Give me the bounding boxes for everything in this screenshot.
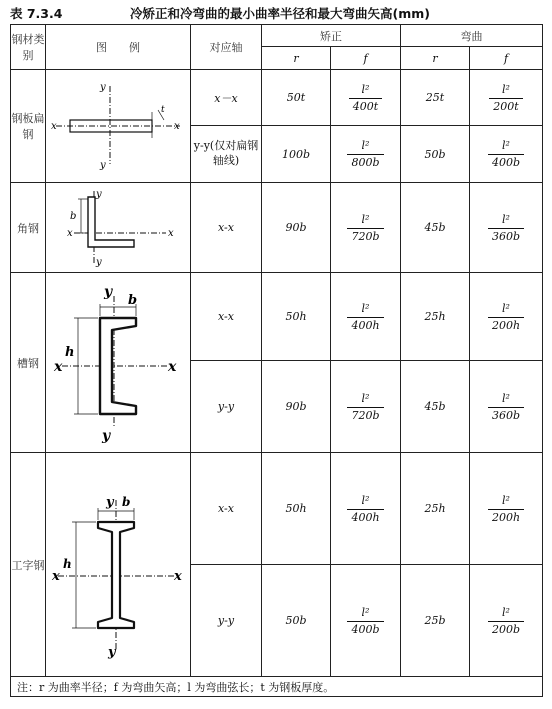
fraction-numerator: l²: [502, 139, 510, 153]
angle-f-bending-1: [470, 183, 543, 273]
channel-axis-1: x-x: [191, 273, 262, 361]
fraction-numerator: l²: [361, 605, 370, 619]
header-axis: 对应轴: [191, 25, 262, 70]
channel-r-bending-2: 45b: [401, 361, 470, 453]
header-f-straighten: f: [331, 47, 401, 70]
plate-f-straighten-1: [331, 70, 401, 126]
angle-x-left-label: x: [67, 227, 73, 239]
ibeam-x-left-label: x: [52, 568, 60, 584]
angle-b-label: b: [70, 210, 77, 222]
channel-b-label: b: [128, 292, 138, 308]
angle-section-figure: [48, 185, 188, 271]
channel-r-straighten-2: 90b: [262, 361, 331, 453]
header-f-bending: f: [470, 47, 543, 70]
fraction-denominator: 400h: [347, 317, 383, 332]
plate-t-label: t: [161, 105, 165, 115]
fraction-numerator: l²: [361, 139, 370, 153]
plate-x-left-label: x: [51, 121, 57, 132]
channel-f-bending-2: [470, 361, 543, 453]
ibeam-r-bending-2: 25b: [401, 565, 470, 677]
ibeam-b-label: b: [122, 494, 131, 509]
channel-y-top-label: y: [104, 283, 113, 300]
fraction-numerator: l²: [361, 301, 370, 315]
table-caption: [10, 3, 540, 21]
channel-h-label: h: [65, 344, 75, 360]
fraction-numerator: l²: [502, 82, 510, 96]
fraction-numerator: l²: [502, 391, 510, 405]
fraction-denominator: 400b: [347, 621, 383, 636]
angle-axis-1: x-x: [191, 183, 262, 273]
category-ibeam: 工字钢: [11, 453, 46, 677]
fraction-numerator: l²: [361, 82, 370, 96]
table-note: 注：r 为曲率半径；f 为弯曲矢高；l 为弯曲弦长；t 为钢板厚度。: [11, 677, 543, 697]
plate-y-top-label: y: [100, 82, 106, 93]
angle-f-straighten-1: [331, 183, 401, 273]
fraction-denominator: 400b: [488, 154, 524, 169]
figure-plate: [46, 70, 191, 183]
header-category: 钢材类别: [11, 25, 46, 70]
fraction-numerator: l²: [502, 301, 510, 315]
table-number: 表 7.3.4: [10, 6, 63, 21]
channel-x-left-label: x: [54, 358, 63, 375]
fraction-denominator: 720b: [347, 407, 383, 422]
figure-ibeam: [46, 453, 191, 677]
fraction-denominator: 200b: [488, 621, 524, 636]
fraction-denominator: 800b: [347, 154, 383, 169]
plate-r-straighten-2: 100b: [262, 126, 331, 183]
channel-axis-2: y-y: [191, 361, 262, 453]
plate-f-bending-1: [470, 70, 543, 126]
channel-f-straighten-1: [331, 273, 401, 361]
channel-r-straighten-1: 50h: [262, 273, 331, 361]
fraction-denominator: 360b: [488, 407, 524, 422]
plate-r-bending-1: 25t: [401, 70, 470, 126]
angle-x-right-label: x: [168, 227, 174, 239]
fraction-numerator: l²: [361, 391, 370, 405]
plate-f-straighten-2: [331, 126, 401, 183]
plate-axis-2: y-y(仅对扁钢轴线): [191, 126, 262, 183]
ibeam-f-bending-1: [470, 453, 543, 565]
angle-y-top-label: y: [96, 188, 102, 200]
plate-y-bottom-label: y: [100, 160, 106, 171]
plate-section-figure: [48, 76, 188, 176]
plate-r-bending-2: 50b: [401, 126, 470, 183]
ibeam-r-bending-1: 25h: [401, 453, 470, 565]
header-r-straighten: r: [262, 47, 331, 70]
fraction-numerator: l²: [502, 212, 510, 226]
fraction-denominator: 200t: [489, 98, 522, 113]
angle-y-bottom-label: y: [96, 256, 102, 268]
ibeam-x-right-label: x: [174, 568, 182, 584]
ibeam-h-label: h: [63, 556, 72, 571]
ibeam-y-top-label: y: [106, 494, 114, 510]
header-bending: 弯曲: [401, 25, 543, 47]
ibeam-y-bottom-label: y: [108, 644, 116, 660]
fraction-denominator: 360b: [488, 228, 524, 243]
angle-r-straighten-1: 90b: [262, 183, 331, 273]
ibeam-r-straighten-2: 50b: [262, 565, 331, 677]
header-figure: 图 例: [46, 25, 191, 70]
plate-x-right-label: x: [174, 121, 180, 132]
category-channel: 槽钢: [11, 273, 46, 453]
fraction-denominator: 400t: [349, 98, 382, 113]
fraction-numerator: l²: [361, 212, 370, 226]
fraction-denominator: 200h: [488, 317, 524, 332]
ibeam-f-straighten-1: [331, 453, 401, 565]
plate-f-bending-2: [470, 126, 543, 183]
ibeam-axis-2: y-y: [191, 565, 262, 677]
channel-f-straighten-2: [331, 361, 401, 453]
channel-y-bottom-label: y: [102, 427, 111, 444]
angle-r-bending-1: 45b: [401, 183, 470, 273]
category-plate: 钢板扁钢: [11, 70, 46, 183]
header-r-bending: r: [401, 47, 470, 70]
fraction-numerator: l²: [361, 493, 370, 507]
channel-section-figure: [48, 278, 188, 448]
fraction-denominator: 200h: [488, 509, 524, 524]
ibeam-f-bending-2: [470, 565, 543, 677]
fraction-denominator: 400h: [347, 509, 383, 524]
channel-r-bending-1: 25h: [401, 273, 470, 361]
channel-x-right-label: x: [168, 358, 177, 375]
ibeam-axis-1: x-x: [191, 453, 262, 565]
header-straighten: 矫正: [262, 25, 401, 47]
channel-f-bending-1: [470, 273, 543, 361]
fraction-numerator: l²: [502, 605, 510, 619]
ibeam-f-straighten-2: [331, 565, 401, 677]
ibeam-r-straighten-1: 50h: [262, 453, 331, 565]
curvature-table: [10, 24, 543, 697]
fraction-numerator: l²: [502, 493, 510, 507]
fraction-denominator: 720b: [347, 228, 383, 243]
figure-angle: [46, 183, 191, 273]
category-angle: 角钢: [11, 183, 46, 273]
plate-r-straighten-1: 50t: [262, 70, 331, 126]
figure-channel: [46, 273, 191, 453]
plate-axis-1: x－x: [191, 70, 262, 126]
ibeam-section-figure: [48, 460, 188, 670]
table-title: 冷矫正和冷弯曲的最小曲率半径和最大弯曲矢高(mm): [130, 6, 430, 21]
